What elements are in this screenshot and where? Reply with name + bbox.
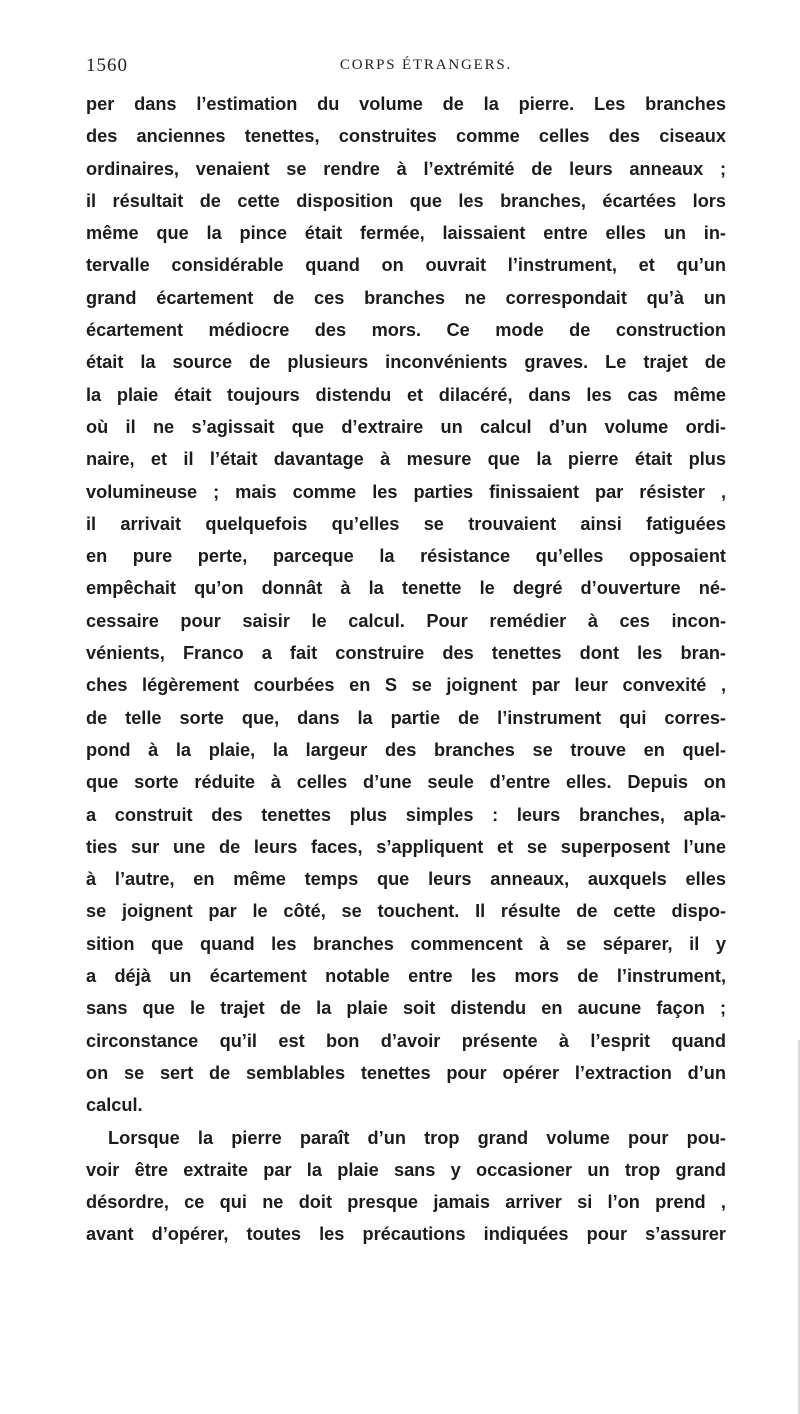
text-line: des anciennes tenettes, construites comme celles des ciseaux — [86, 126, 726, 147]
text-line: tervalle considérable quand on ouvrait l’instrument, et qu’un — [86, 255, 726, 276]
text-line: cessaire pour saisir le calcul. Pour remédier à ces incon- — [86, 610, 726, 631]
text-line: calcul. — [86, 1095, 143, 1116]
text-line: ches légèrement courbées en S se joignent par leur convexité , — [86, 675, 726, 696]
text-line: où il ne s’agissait que d’extraire un calcul d’un volume ordi- — [86, 416, 726, 437]
paragraph — [86, 1122, 726, 1251]
text-line: était la source de plusieurs inconvénients graves. Le trajet de — [86, 352, 726, 373]
text-line: volumineuse ; mais comme les parties finissaient par résister , — [86, 481, 726, 502]
running-title: CORPS ÉTRANGERS. — [339, 57, 513, 73]
text-line: sition que quand les branches commencent à se séparer, il y — [86, 933, 726, 954]
body-text — [86, 88, 726, 1251]
text-line: que sorte réduite à celles d’une seule d’entre elles. Depuis on — [86, 772, 726, 793]
page-number: 1560 — [86, 55, 128, 76]
text-line: circonstance qu’il est bon d’avoir présente à l’esprit quand — [86, 1030, 726, 1051]
text-line: à l’autre, en même temps que leurs anneaux, auxquels elles — [86, 869, 726, 890]
text-line: Lorsque la pierre paraît d’un trop grand volume pour pou- — [108, 1127, 726, 1148]
text-line: a déjà un écartement notable entre les mors de l’instrument, — [86, 966, 726, 987]
text-line: se joignent par le côté, se touchent. Il résulte de cette dispo- — [86, 901, 726, 922]
text-line: grand écartement de ces branches ne correspondait qu’à un — [86, 287, 726, 308]
text-line: sans que le trajet de la plaie soit distendu en aucune façon ; — [86, 998, 726, 1019]
text-line: pond à la plaie, la largeur des branches se trouve en quel- — [86, 739, 726, 760]
text-line: désordre, ce qui ne doit presque jamais arriver si l’on prend , — [86, 1192, 726, 1213]
text-line: vénients, Franco a fait construire des tenettes dont les bran- — [86, 643, 726, 664]
text-line: voir être extraite par la plaie sans y occasioner un trop grand — [86, 1159, 726, 1180]
text-line: la plaie était toujours distendu et dilacéré, dans les cas même — [86, 384, 726, 405]
text-line: il arrivait quelquefois qu’elles se trouvaient ainsi fatiguées — [86, 513, 726, 534]
text-line: en pure perte, parceque la résistance qu’elles opposaient — [86, 546, 726, 567]
text-line: ordinaires, venaient se rendre à l’extrémité de leurs anneaux ; — [86, 158, 726, 179]
text-line: empêchait qu’on donnât à la tenette le degré d’ouverture né- — [86, 578, 726, 599]
text-line: même que la pince était fermée, laissaient entre elles un in- — [86, 223, 726, 244]
text-line: naire, et il l’était davantage à mesure que la pierre était plus — [86, 449, 726, 470]
text-line: per dans l’estimation du volume de la pierre. Les branches — [86, 94, 726, 114]
text-line: de telle sorte que, dans la partie de l’instrument qui corres- — [86, 707, 726, 728]
text-line: a construit des tenettes plus simples : leurs branches, apla- — [86, 804, 726, 825]
text-line: ties sur une de leurs faces, s’appliquent et se superposent l’une — [86, 836, 726, 857]
running-head — [86, 55, 726, 79]
text-line: avant d’opérer, toutes les précautions indiquées pour s’assurer — [86, 1224, 726, 1245]
text-line: il résultait de cette disposition que les branches, écartées lors — [86, 190, 726, 211]
text-line: on se sert de semblables tenettes pour opérer l’extraction d’un — [86, 1062, 726, 1083]
paragraph — [86, 88, 726, 1122]
text-line: écartement médiocre des mors. Ce mode de construction — [86, 320, 726, 341]
